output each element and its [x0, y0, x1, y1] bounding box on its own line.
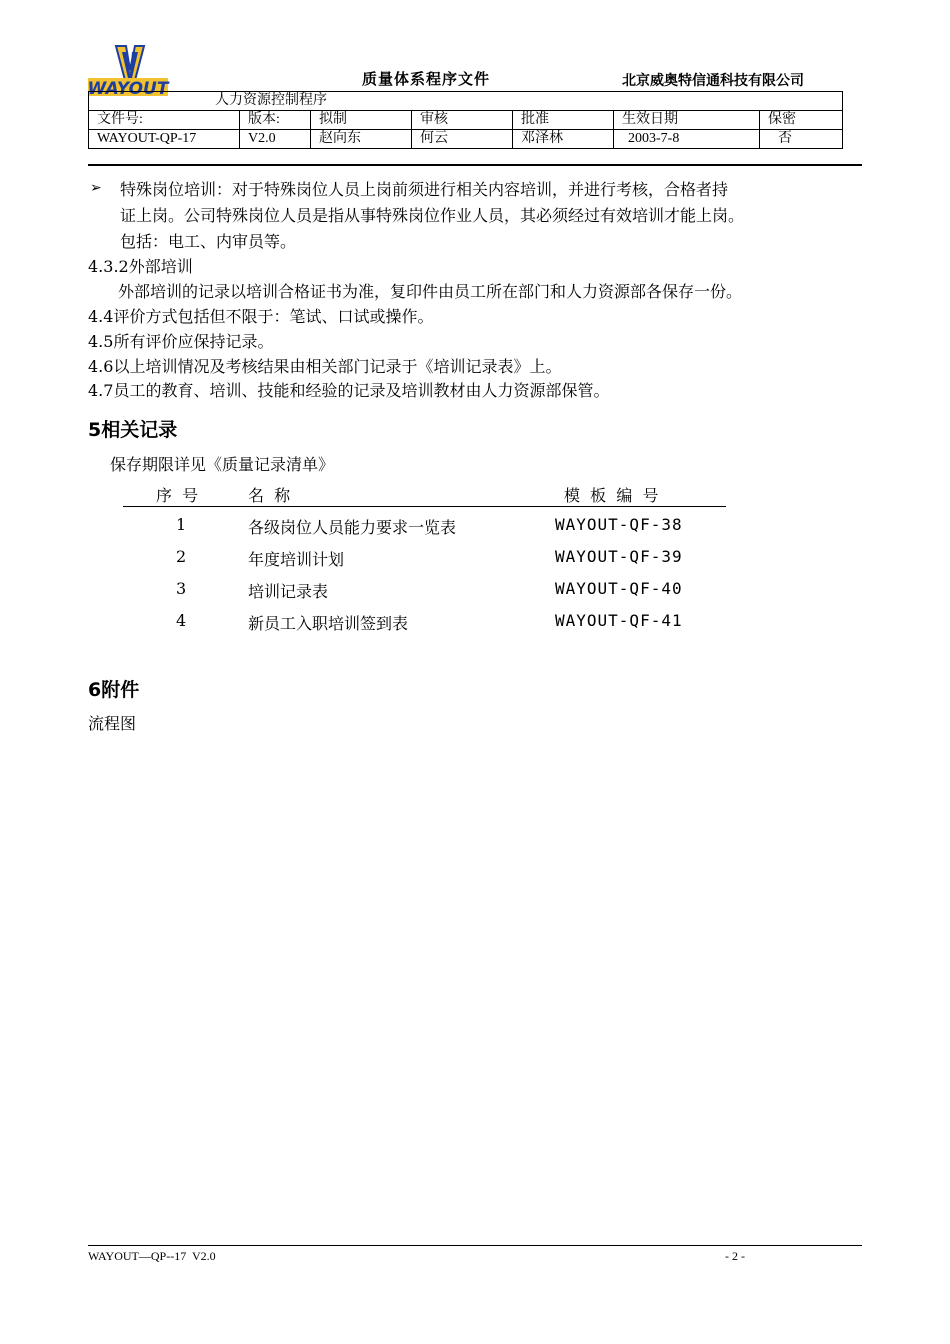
- label-file-no: 文件号:: [89, 111, 240, 130]
- value-drafter: 赵向东: [311, 130, 412, 149]
- value-version: V2.0: [240, 130, 311, 149]
- footer-doc-ref: WAYOUT—QP--17 V2.0: [88, 1249, 216, 1263]
- info-values-row: [89, 130, 843, 149]
- label-drafter: 拟制: [311, 111, 412, 130]
- company-name: 北京威奥特信通科技有限公司: [622, 73, 804, 89]
- info-labels-row: [89, 111, 843, 130]
- record-name: 年度培训计划: [248, 550, 345, 569]
- document-info-table: [88, 91, 843, 149]
- records-col-name: 名 称: [248, 486, 291, 505]
- bullet-line-2: 证上岗。公司特殊岗位人员是指从事特殊岗位作业人员，其必须经过有效培训才能上岗。: [120, 206, 745, 225]
- arrow-bullet-icon: ➢: [90, 180, 102, 196]
- clause-4-5: 4.5所有评价应保持记录。: [88, 332, 274, 351]
- record-name: 各级岗位人员能力要求一览表: [248, 518, 457, 537]
- record-seq: 3: [176, 579, 187, 598]
- bullet-line-3: 包括：电工、内审员等。: [120, 232, 297, 251]
- attachment-flowchart: 流程图: [88, 714, 137, 733]
- footer-divider: [88, 1245, 862, 1246]
- record-seq: 4: [176, 611, 187, 630]
- page-number: - 2 -: [725, 1249, 745, 1263]
- label-confidential: 保密: [760, 111, 843, 130]
- clause-4-6: 4.6以上培训情况及考核结果由相关部门记录于《培训记录表》上。: [88, 357, 562, 376]
- value-confidential: 否: [760, 130, 843, 149]
- doc-type-title: 质量体系程序文件: [362, 70, 491, 88]
- label-version: 版本:: [240, 111, 311, 130]
- value-approver: 邓泽林: [513, 130, 614, 149]
- procedure-title: 人力资源控制程序: [89, 92, 843, 111]
- clause-4-3-2: 4.3.2外部培训: [88, 257, 193, 276]
- clause-4-4: 4.4评价方式包括但不限于：笔试、口试或操作。: [88, 307, 434, 326]
- record-seq: 1: [176, 515, 187, 534]
- clause-4-3-2-text: 外部培训的记录以培训合格证书为准，复印件由员工所在部门和人力资源部各保存一份。: [118, 282, 743, 301]
- header-divider: [88, 164, 862, 166]
- record-name: 培训记录表: [248, 582, 329, 601]
- clause-4-7: 4.7员工的教育、培训、技能和经验的记录及培训教材由人力资源部保管。: [88, 381, 610, 400]
- svg-text:WAYOUT: WAYOUT: [87, 79, 169, 99]
- label-effective-date: 生效日期: [614, 111, 760, 130]
- value-effective-date: 2003-7-8: [614, 130, 760, 149]
- section-5-heading: 5相关记录: [88, 419, 178, 441]
- value-reviewer: 何云: [412, 130, 513, 149]
- records-header-rule: [123, 506, 726, 507]
- records-col-seq: 序 号: [156, 486, 199, 505]
- bullet-line-1: 特殊岗位培训：对于特殊岗位人员上岗前须进行相关内容培训，并进行考核，合格者持: [120, 180, 729, 199]
- value-file-no: WAYOUT-QP-17: [89, 130, 240, 149]
- section-6-heading: 6附件: [88, 679, 140, 701]
- record-seq: 2: [176, 547, 187, 566]
- record-code: WAYOUT-QF-41: [555, 611, 683, 630]
- record-code: WAYOUT-QF-40: [555, 579, 683, 598]
- records-col-code: 模 板 编 号: [564, 486, 659, 505]
- label-approver: 批准: [513, 111, 614, 130]
- retention-note: 保存期限详见《质量记录清单》: [110, 455, 335, 474]
- record-code: WAYOUT-QF-38: [555, 515, 683, 534]
- record-code: WAYOUT-QF-39: [555, 547, 683, 566]
- record-name: 新员工入职培训签到表: [248, 614, 409, 633]
- label-reviewer: 审核: [412, 111, 513, 130]
